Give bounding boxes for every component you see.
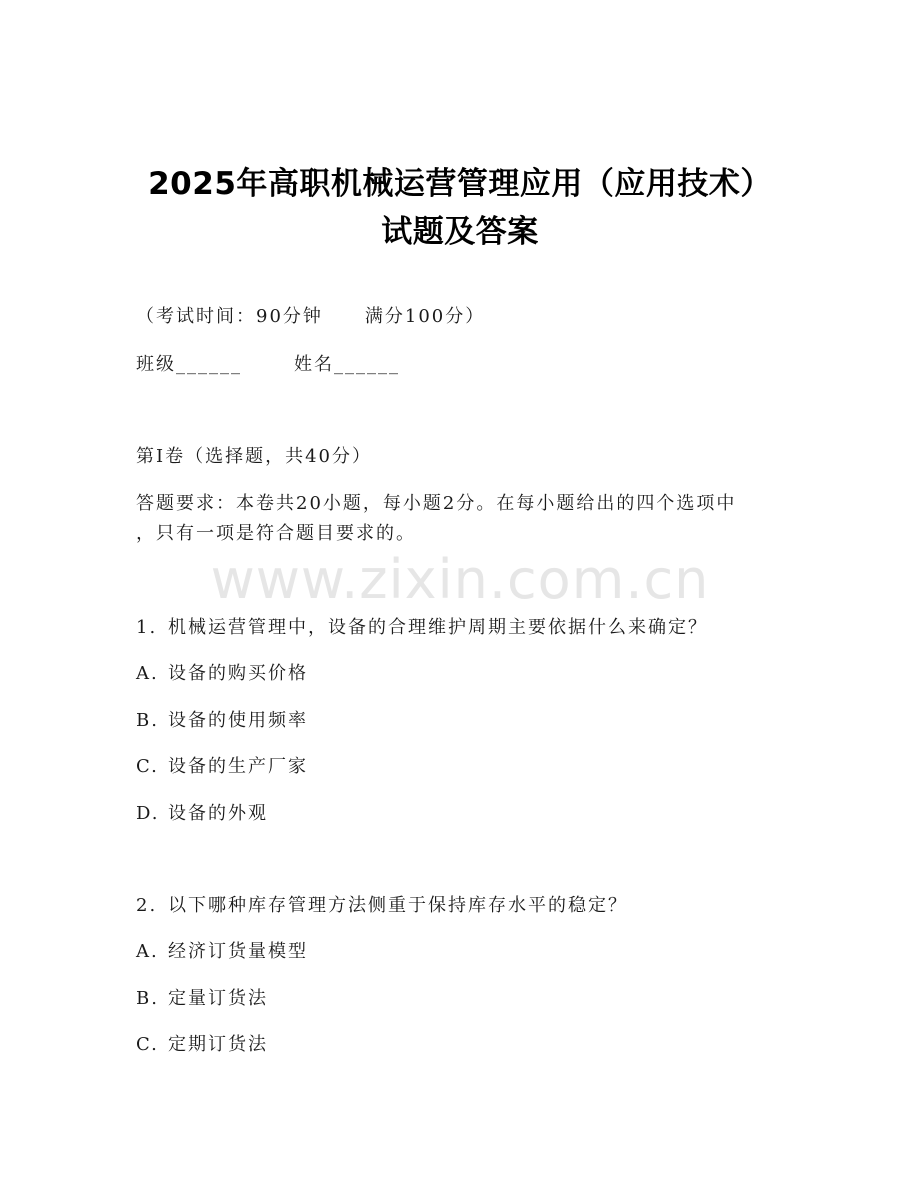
option-label: C. [136, 1034, 159, 1055]
question-2 [136, 891, 628, 917]
student-info [136, 350, 400, 376]
name-field: 姓名______ [294, 354, 400, 375]
exam-time: （考试时间：90分钟 [136, 306, 323, 327]
option-1b [136, 706, 308, 732]
question-text: 以下哪种库存管理方法侧重于保持库存水平的稳定？ [168, 895, 628, 916]
section-heading: 第I卷（选择题，共40分） [136, 446, 373, 467]
option-text: 经济订货量模型 [168, 941, 308, 962]
option-text: 设备的购买价格 [168, 663, 308, 684]
exam-title-line2: 试题及答案 [381, 214, 539, 250]
exam-meta [136, 302, 485, 328]
option-1a [136, 659, 308, 685]
option-text: 定量订货法 [168, 988, 268, 1009]
option-2a [136, 937, 308, 963]
option-text: 设备的生产厂家 [168, 756, 308, 777]
question-number: 2. [136, 895, 158, 916]
exam-title-line1: 2025年高职机械运营管理应用（应用技术） [148, 166, 772, 202]
instructions-line2: ，只有一项是符合题目要求的。 [136, 523, 416, 544]
question-1 [136, 613, 708, 639]
option-label: A. [136, 663, 159, 684]
question-text: 机械运营管理中，设备的合理维护周期主要依据什么来确定？ [168, 617, 708, 638]
instructions-line1: 答题要求：本卷共20小题，每小题2分。在每小题给出的四个选项中 [136, 493, 737, 514]
full-score: 满分100分） [364, 306, 486, 327]
option-1d [136, 799, 268, 825]
option-label: A. [136, 941, 159, 962]
class-field: 班级______ [136, 354, 242, 375]
watermark: www.zixin.com.cn [210, 548, 710, 611]
question-number: 1. [136, 617, 158, 638]
option-label: B. [136, 710, 159, 731]
option-label: C. [136, 756, 159, 777]
option-text: 设备的外观 [168, 803, 268, 824]
option-1c [136, 752, 308, 778]
option-label: B. [136, 988, 159, 1009]
option-2b [136, 984, 268, 1010]
option-2c [136, 1030, 268, 1056]
option-label: D. [136, 803, 160, 824]
option-text: 设备的使用频率 [168, 710, 308, 731]
option-text: 定期订货法 [168, 1034, 268, 1055]
